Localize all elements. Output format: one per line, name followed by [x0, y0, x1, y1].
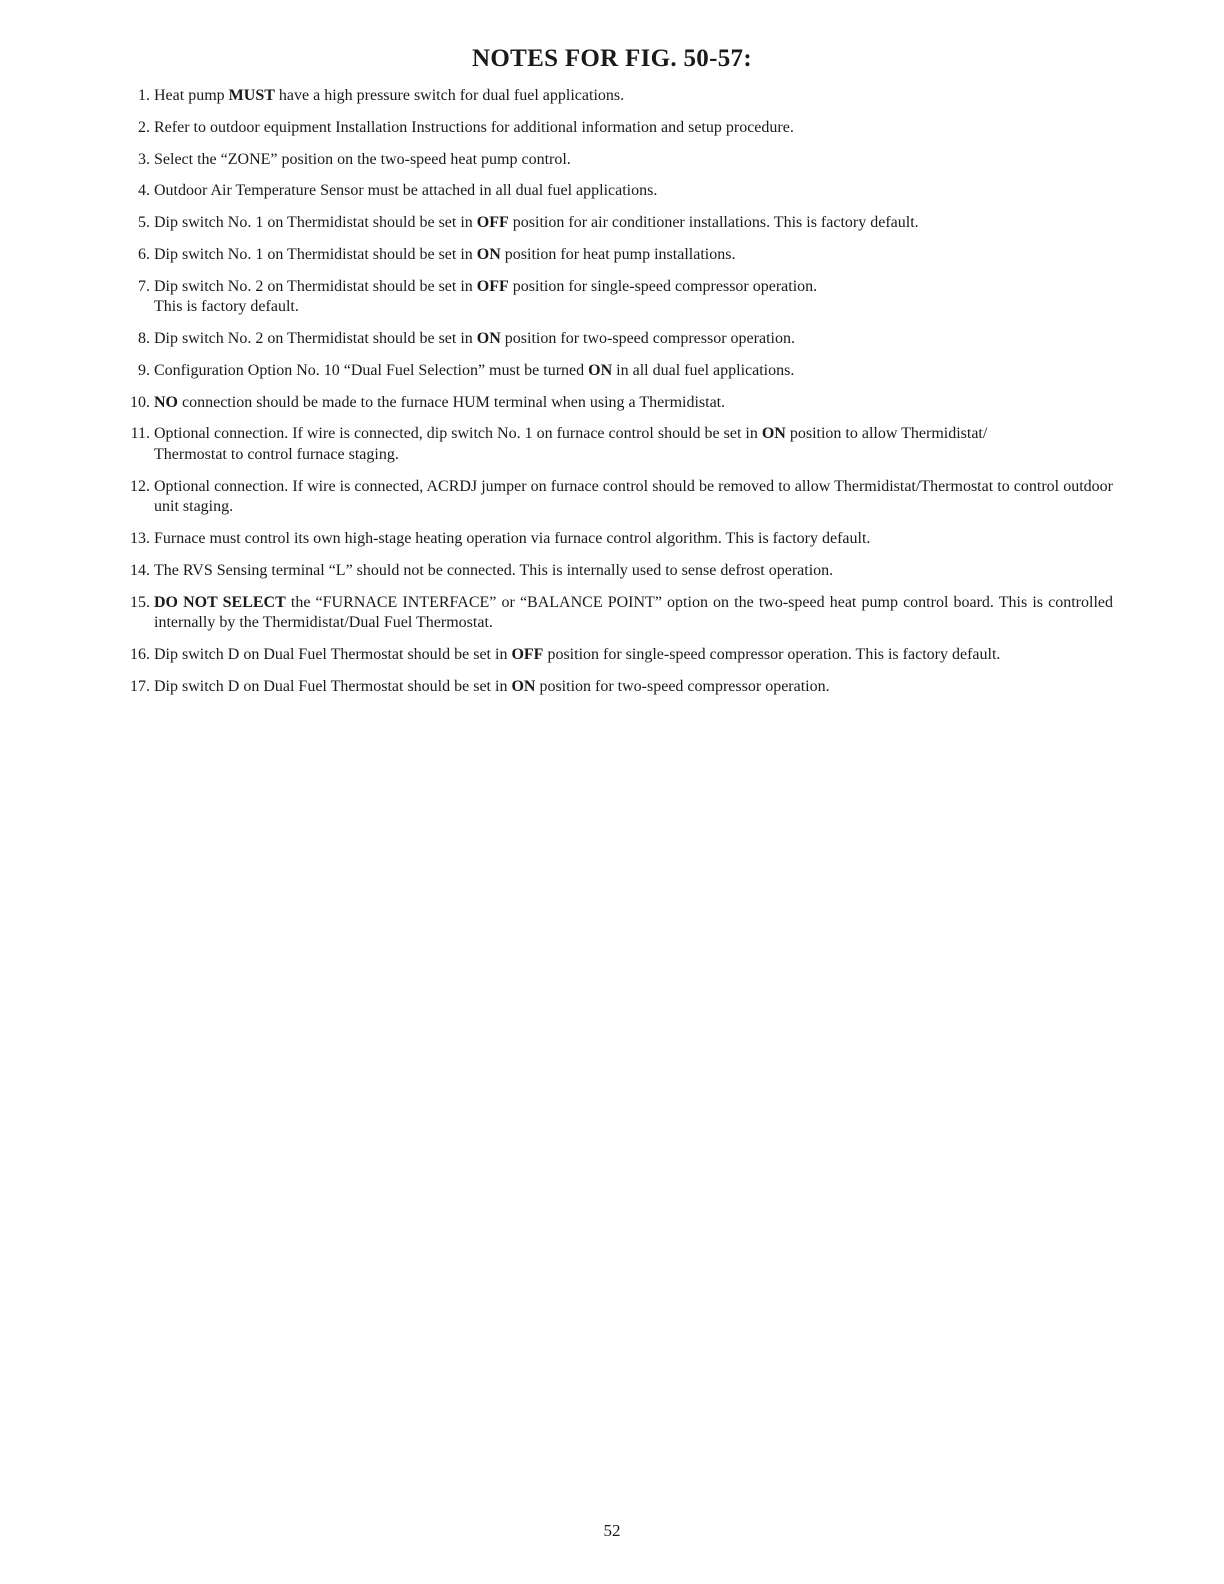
note-emphasis: MUST	[228, 87, 275, 104]
note-segment: position for two-speed compressor operation.	[500, 330, 795, 348]
note-segment: Dip switch No. 1 on Thermidistat should be set in	[154, 214, 477, 232]
note-emphasis: ON	[511, 677, 536, 695]
note-number: 4.	[138, 182, 150, 200]
note-emphasis: OFF	[476, 277, 509, 295]
note-emphasis: DO NOT SELECT	[154, 593, 286, 611]
note-item	[118, 86, 1113, 107]
note-emphasis: ON	[588, 361, 613, 379]
note-number: 9.	[138, 361, 150, 379]
note-number: 8.	[138, 330, 150, 348]
note-item	[118, 118, 1113, 139]
note-number: 3.	[138, 150, 150, 168]
note-segment: Dip switch No. 2 on Thermidistat should be set in	[154, 277, 477, 295]
note-item	[118, 477, 1113, 518]
note-item	[118, 593, 1113, 634]
note-text	[154, 477, 1113, 518]
note-text	[154, 213, 1113, 234]
note-segment: Dip switch D on Dual Fuel Thermostat should be set in	[154, 645, 512, 663]
note-text	[154, 86, 1113, 107]
note-text	[154, 150, 1113, 171]
note-text	[154, 529, 1113, 550]
note-segment: connection should be made to the furnace HUM terminal when using a Thermidistat.	[178, 393, 726, 411]
note-text	[154, 424, 1113, 465]
note-emphasis: ON	[476, 245, 501, 263]
note-emphasis: ON	[476, 330, 501, 348]
note-text	[154, 393, 1113, 414]
note-text	[154, 677, 1113, 698]
note-number: 17.	[130, 677, 150, 695]
note-segment: Thermostat to control furnace staging.	[154, 445, 399, 463]
note-number: 5.	[138, 214, 150, 232]
note-number: 2.	[138, 118, 150, 136]
note-number: 10.	[130, 393, 150, 411]
note-number: 11.	[130, 425, 150, 443]
note-segment: Heat pump	[154, 87, 229, 104]
note-number: 14.	[130, 561, 150, 579]
page-number: 52	[603, 1521, 621, 1540]
note-item	[118, 677, 1113, 698]
note-text	[154, 118, 1113, 139]
note-segment: Furnace must control its own high-stage heating operation via furnace control algorithm. This is factory default.	[154, 530, 871, 548]
note-number: 15.	[130, 593, 150, 611]
note-segment: This is factory default.	[154, 298, 299, 316]
note-item	[118, 361, 1113, 382]
note-text	[154, 561, 1113, 582]
note-segment: The RVS Sensing terminal “L” should not be connected. This is internally used to sense defrost operation.	[154, 561, 834, 579]
note-segment: Dip switch No. 2 on Thermidistat should be set in	[154, 330, 477, 348]
note-item	[118, 529, 1113, 550]
note-segment: Refer to outdoor equipment Installation Instructions for additional information and setup procedure.	[154, 118, 794, 136]
note-segment: position for single-speed compressor operation. This is factory default.	[543, 645, 1001, 663]
note-emphasis: OFF	[511, 645, 544, 663]
note-segment: Dip switch No. 1 on Thermidistat should be set in	[154, 245, 477, 263]
note-segment: Select the “ZONE” position on the two-speed heat pump control.	[154, 150, 571, 168]
note-text	[154, 277, 1113, 318]
note-text	[154, 245, 1113, 266]
note-segment: the “FURNACE INTERFACE” or “BALANCE POINT” option on the two-speed heat pump control board. This is controlled internally by the Thermidistat/Dual Fuel Thermostat.	[154, 593, 1113, 632]
note-segment: Outdoor Air Temperature Sensor must be attached in all dual fuel applications.	[154, 182, 658, 200]
note-item	[118, 393, 1113, 414]
note-segment: in all dual fuel applications.	[612, 361, 795, 379]
note-text	[154, 361, 1113, 382]
note-emphasis: ON	[761, 425, 786, 443]
note-item	[118, 277, 1113, 318]
note-segment: position to allow Thermidistat/	[785, 425, 988, 443]
note-segment: Optional connection. If wire is connected, ACRDJ jumper on furnace control should be removed to allow Thermidistat/Thermostat to control outdoor unit staging.	[154, 477, 1113, 516]
note-number: 7.	[138, 277, 150, 295]
note-item	[118, 213, 1113, 234]
note-number: 13.	[130, 530, 150, 548]
note-item	[118, 561, 1113, 582]
note-segment: position for heat pump installations.	[500, 245, 736, 263]
note-number: 1.	[138, 87, 150, 104]
note-number: 12.	[130, 477, 150, 495]
note-item	[118, 424, 1113, 465]
note-item	[118, 645, 1113, 666]
note-segment: Optional connection. If wire is connected, dip switch No. 1 on furnace control should be set in	[154, 425, 762, 443]
note-item	[118, 245, 1113, 266]
note-item	[118, 150, 1113, 171]
note-number: 6.	[138, 245, 150, 263]
note-item	[118, 181, 1113, 202]
note-number: 16.	[130, 645, 150, 663]
note-item	[118, 329, 1113, 350]
note-emphasis: NO	[154, 393, 178, 411]
note-text	[154, 645, 1113, 666]
page-title: NOTES FOR FIG. 50-57:	[472, 45, 752, 72]
note-text	[154, 329, 1113, 350]
note-emphasis: OFF	[476, 214, 509, 232]
note-text	[154, 181, 1113, 202]
note-segment: position for two-speed compressor operation.	[535, 677, 830, 695]
note-segment: Dip switch D on Dual Fuel Thermostat should be set in	[154, 677, 512, 695]
note-segment: position for air conditioner installations. This is factory default.	[508, 214, 919, 232]
notes-list	[118, 86, 1113, 709]
note-segment: position for single-speed compressor operation.	[508, 277, 818, 295]
note-segment: Configuration Option No. 10 “Dual Fuel Selection” must be turned	[154, 361, 589, 379]
note-segment: have a high pressure switch for dual fuel applications.	[274, 87, 625, 104]
note-text	[154, 593, 1113, 634]
